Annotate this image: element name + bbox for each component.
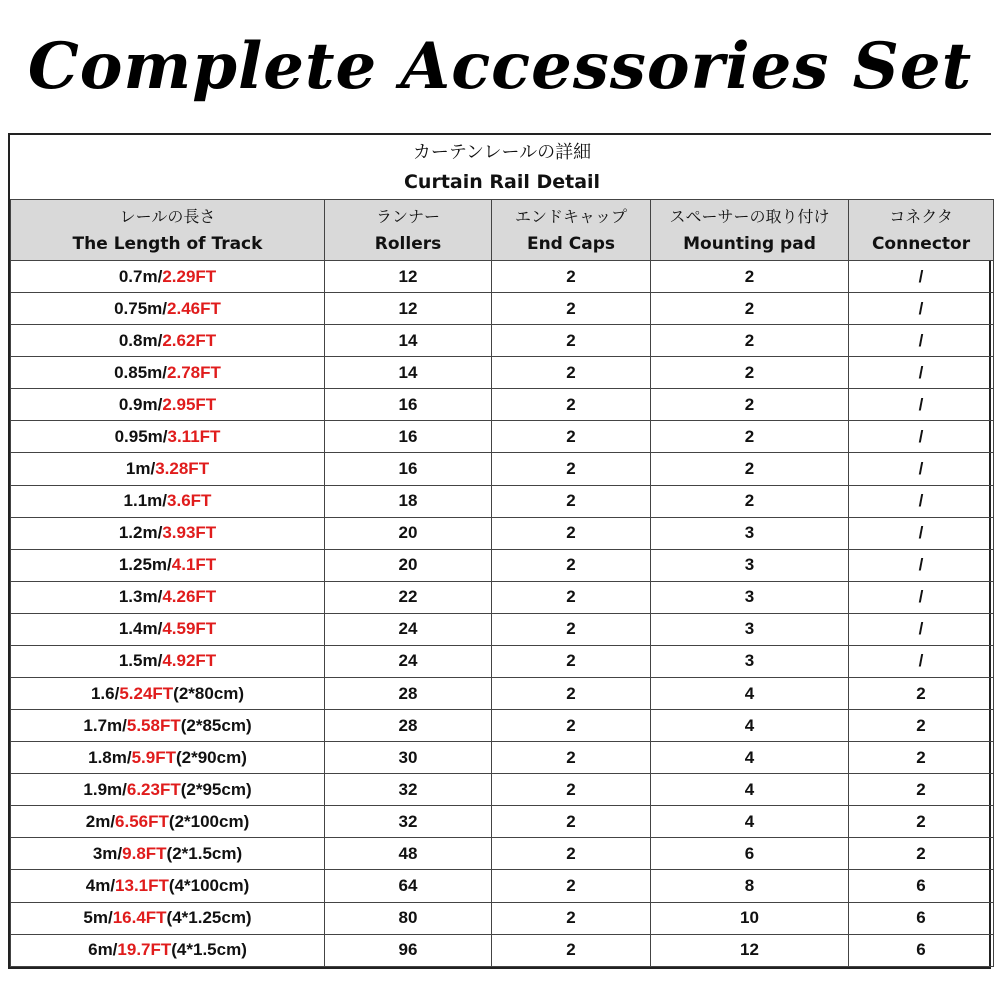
table-row [11, 934, 994, 966]
cell-mounting-pad: 4 [651, 806, 849, 838]
cell-mounting-pad: 2 [651, 421, 849, 453]
column-header-jp: エンドキャップ [514, 207, 627, 226]
cell-track-length [11, 806, 325, 838]
length-metric: 1.6/ [90, 683, 120, 703]
table-row [11, 517, 994, 549]
column-header-en: Mounting pad [683, 234, 816, 254]
length-pieces: (4*1.5cm) [171, 940, 247, 960]
table-caption [11, 135, 994, 200]
cell-mounting-pad: 2 [651, 389, 849, 421]
length-feet: 2.62FT [162, 330, 217, 350]
table-row [11, 485, 994, 517]
cell-end-caps: 2 [492, 357, 651, 389]
table-row [11, 293, 994, 325]
column-header-en: The Length of Track [72, 234, 263, 254]
cell-mounting-pad: 2 [651, 485, 849, 517]
cell-connector: 2 [849, 838, 994, 870]
table-body [11, 261, 994, 967]
cell-track-length [11, 357, 325, 389]
cell-rollers: 20 [325, 549, 492, 581]
cell-track-length [11, 549, 325, 581]
cell-end-caps: 2 [492, 742, 651, 774]
cell-rollers: 80 [325, 902, 492, 934]
length-metric: 1.2m/ [118, 523, 163, 543]
table-row [11, 645, 994, 677]
cell-end-caps: 2 [492, 774, 651, 806]
cell-rollers: 16 [325, 389, 492, 421]
cell-end-caps: 2 [492, 870, 651, 902]
length-metric: 0.9m/ [118, 394, 163, 414]
length-feet: 4.26FT [162, 587, 217, 607]
column-header-length [11, 200, 325, 261]
length-feet: 5.58FT [126, 715, 181, 735]
cell-mounting-pad: 4 [651, 742, 849, 774]
table-row [11, 870, 994, 902]
cell-connector: 6 [849, 934, 994, 966]
cell-track-length [11, 678, 325, 710]
length-feet: 5.9FT [131, 747, 176, 767]
cell-mounting-pad: 2 [651, 293, 849, 325]
cell-end-caps: 2 [492, 325, 651, 357]
cell-mounting-pad: 10 [651, 902, 849, 934]
cell-mounting-pad: 3 [651, 581, 849, 613]
cell-end-caps: 2 [492, 838, 651, 870]
column-header-connector [849, 200, 994, 261]
cell-mounting-pad: 4 [651, 678, 849, 710]
cell-track-length [11, 710, 325, 742]
cell-connector: / [849, 325, 994, 357]
column-header-jp: レールの長さ [119, 207, 216, 226]
length-metric: 1.1m/ [123, 491, 168, 511]
cell-end-caps: 2 [492, 645, 651, 677]
cell-rollers: 28 [325, 710, 492, 742]
cell-mounting-pad: 3 [651, 645, 849, 677]
cell-track-length [11, 613, 325, 645]
cell-mounting-pad: 8 [651, 870, 849, 902]
cell-rollers: 48 [325, 838, 492, 870]
cell-rollers: 18 [325, 485, 492, 517]
cell-connector: / [849, 357, 994, 389]
cell-end-caps: 2 [492, 613, 651, 645]
cell-track-length [11, 485, 325, 517]
cell-track-length [11, 293, 325, 325]
length-feet: 2.95FT [162, 394, 217, 414]
length-feet: 3.6FT [167, 491, 212, 511]
length-metric: 0.8m/ [118, 330, 163, 350]
column-header-jp: スペーサーの取り付け [669, 207, 830, 226]
cell-end-caps: 2 [492, 549, 651, 581]
length-metric: 3m/ [92, 843, 123, 863]
cell-connector: 2 [849, 742, 994, 774]
length-pieces: (2*85cm) [180, 715, 252, 735]
column-header-mounting-pad [651, 200, 849, 261]
length-metric: 5m/ [83, 908, 113, 928]
cell-end-caps: 2 [492, 806, 651, 838]
length-metric: 0.75m/ [114, 298, 168, 318]
cell-connector: 2 [849, 774, 994, 806]
table-row [11, 902, 994, 934]
table-row [11, 389, 994, 421]
cell-mounting-pad: 2 [651, 357, 849, 389]
cell-end-caps: 2 [492, 389, 651, 421]
cell-end-caps: 2 [492, 261, 651, 293]
cell-end-caps: 2 [492, 678, 651, 710]
column-header-end-caps [492, 200, 651, 261]
column-header-en: Connector [871, 234, 971, 254]
cell-rollers: 96 [325, 934, 492, 966]
length-feet: 4.92FT [162, 651, 217, 671]
cell-connector: / [849, 261, 994, 293]
cell-end-caps: 2 [492, 581, 651, 613]
cell-end-caps: 2 [492, 485, 651, 517]
cell-end-caps: 2 [492, 421, 651, 453]
length-feet: 6.56FT [115, 811, 169, 831]
cell-mounting-pad: 3 [651, 517, 849, 549]
table-row [11, 742, 994, 774]
cell-connector: 2 [849, 678, 994, 710]
column-header-en: End Caps [526, 234, 616, 254]
cell-connector: / [849, 453, 994, 485]
length-metric: 1.9m/ [83, 779, 127, 799]
cell-track-length [11, 838, 325, 870]
cell-track-length [11, 261, 325, 293]
cell-rollers: 14 [325, 325, 492, 357]
length-feet: 2.29FT [162, 266, 217, 286]
cell-rollers: 24 [325, 613, 492, 645]
cell-rollers: 12 [325, 293, 492, 325]
cell-track-length [11, 742, 325, 774]
length-metric: 1.5m/ [118, 651, 163, 671]
cell-mounting-pad: 2 [651, 261, 849, 293]
length-feet: 13.1FT [115, 876, 169, 896]
length-feet: 4.59FT [162, 619, 217, 639]
length-pieces: (2*95cm) [180, 779, 252, 799]
cell-track-length [11, 581, 325, 613]
column-header-en: Rollers [374, 234, 442, 254]
cell-mounting-pad: 3 [651, 613, 849, 645]
length-metric: 0.95m/ [114, 426, 168, 446]
cell-track-length [11, 517, 325, 549]
cell-rollers: 32 [325, 774, 492, 806]
cell-mounting-pad: 4 [651, 710, 849, 742]
cell-track-length [11, 645, 325, 677]
cell-rollers: 20 [325, 517, 492, 549]
cell-mounting-pad: 12 [651, 934, 849, 966]
cell-rollers: 28 [325, 678, 492, 710]
cell-end-caps: 2 [492, 902, 651, 934]
cell-track-length [11, 902, 325, 934]
table-row [11, 453, 994, 485]
column-header-row [11, 200, 994, 261]
length-metric: 6m/ [88, 940, 118, 960]
table-row [11, 581, 994, 613]
table-caption-jp: カーテンレールの詳細 [412, 142, 592, 163]
cell-connector: 6 [849, 870, 994, 902]
column-header-jp: コネクタ [889, 207, 953, 226]
cell-connector: / [849, 485, 994, 517]
cell-connector: / [849, 421, 994, 453]
cell-connector: / [849, 613, 994, 645]
cell-mounting-pad: 2 [651, 325, 849, 357]
length-feet: 6.23FT [126, 779, 181, 799]
length-metric: 1.7m/ [83, 715, 127, 735]
table-row [11, 613, 994, 645]
length-metric: 4m/ [85, 876, 116, 896]
cell-connector: / [849, 645, 994, 677]
length-metric: 1.4m/ [118, 619, 163, 639]
cell-rollers: 16 [325, 453, 492, 485]
cell-mounting-pad: 6 [651, 838, 849, 870]
cell-connector: / [849, 517, 994, 549]
cell-rollers: 24 [325, 645, 492, 677]
cell-end-caps: 2 [492, 934, 651, 966]
length-pieces: (4*100cm) [168, 876, 250, 896]
cell-rollers: 32 [325, 806, 492, 838]
cell-rollers: 30 [325, 742, 492, 774]
cell-track-length [11, 934, 325, 966]
length-feet: 3.11FT [167, 426, 221, 446]
cell-rollers: 14 [325, 357, 492, 389]
length-feet: 2.46FT [167, 298, 221, 318]
cell-rollers: 22 [325, 581, 492, 613]
length-pieces: (2*1.5cm) [166, 843, 243, 863]
length-metric: 1.8m/ [88, 747, 132, 767]
length-feet: 5.24FT [119, 683, 174, 703]
length-feet: 3.93FT [162, 523, 217, 543]
length-feet: 3.28FT [155, 459, 210, 478]
cell-track-length [11, 421, 325, 453]
cell-end-caps: 2 [492, 293, 651, 325]
length-pieces: (2*90cm) [176, 747, 247, 767]
length-feet: 9.8FT [122, 843, 167, 863]
table-row [11, 325, 994, 357]
cell-rollers: 12 [325, 261, 492, 293]
cell-connector: / [849, 549, 994, 581]
cell-mounting-pad: 4 [651, 774, 849, 806]
cell-connector: 2 [849, 710, 994, 742]
table-row [11, 678, 994, 710]
cell-connector: 2 [849, 806, 994, 838]
cell-rollers: 16 [325, 421, 492, 453]
page-title: Complete Accessories Set [27, 29, 973, 104]
cell-end-caps: 2 [492, 517, 651, 549]
cell-track-length [11, 870, 325, 902]
length-pieces: (2*100cm) [168, 811, 250, 831]
table-row [11, 838, 994, 870]
table-row [11, 806, 994, 838]
length-metric: 0.7m/ [118, 266, 163, 286]
cell-track-length [11, 774, 325, 806]
cell-connector: 6 [849, 902, 994, 934]
length-metric: 1.25m/ [118, 555, 172, 575]
cell-track-length [11, 453, 325, 485]
cell-connector: / [849, 581, 994, 613]
table-caption-en: Curtain Rail Detail [403, 171, 601, 193]
cell-track-length [11, 389, 325, 421]
table-row [11, 261, 994, 293]
column-header-jp: ランナー [375, 207, 440, 226]
length-metric: 1.3m/ [118, 587, 163, 607]
table-row [11, 710, 994, 742]
length-pieces: (4*1.25cm) [166, 908, 252, 928]
cell-end-caps: 2 [492, 710, 651, 742]
cell-end-caps: 2 [492, 453, 651, 485]
length-pieces: (2*80cm) [173, 683, 245, 703]
table-row [11, 357, 994, 389]
cell-connector: / [849, 293, 994, 325]
table-row [11, 774, 994, 806]
length-metric: 2m/ [85, 811, 116, 831]
length-feet: 4.1FT [171, 555, 217, 575]
cell-rollers: 64 [325, 870, 492, 902]
accessories-table-wrapper [8, 133, 991, 969]
length-feet: 16.4FT [112, 908, 167, 928]
cell-mounting-pad: 3 [651, 549, 849, 581]
accessories-table [10, 135, 994, 967]
column-header-rollers [325, 200, 492, 261]
length-metric: 0.85m/ [114, 362, 168, 382]
length-metric: 1m/ [125, 459, 156, 478]
cell-connector: / [849, 389, 994, 421]
length-feet: 19.7FT [117, 940, 172, 960]
table-row [11, 549, 994, 581]
cell-mounting-pad: 2 [651, 453, 849, 485]
table-row [11, 421, 994, 453]
length-feet: 2.78FT [167, 362, 221, 382]
cell-track-length [11, 325, 325, 357]
